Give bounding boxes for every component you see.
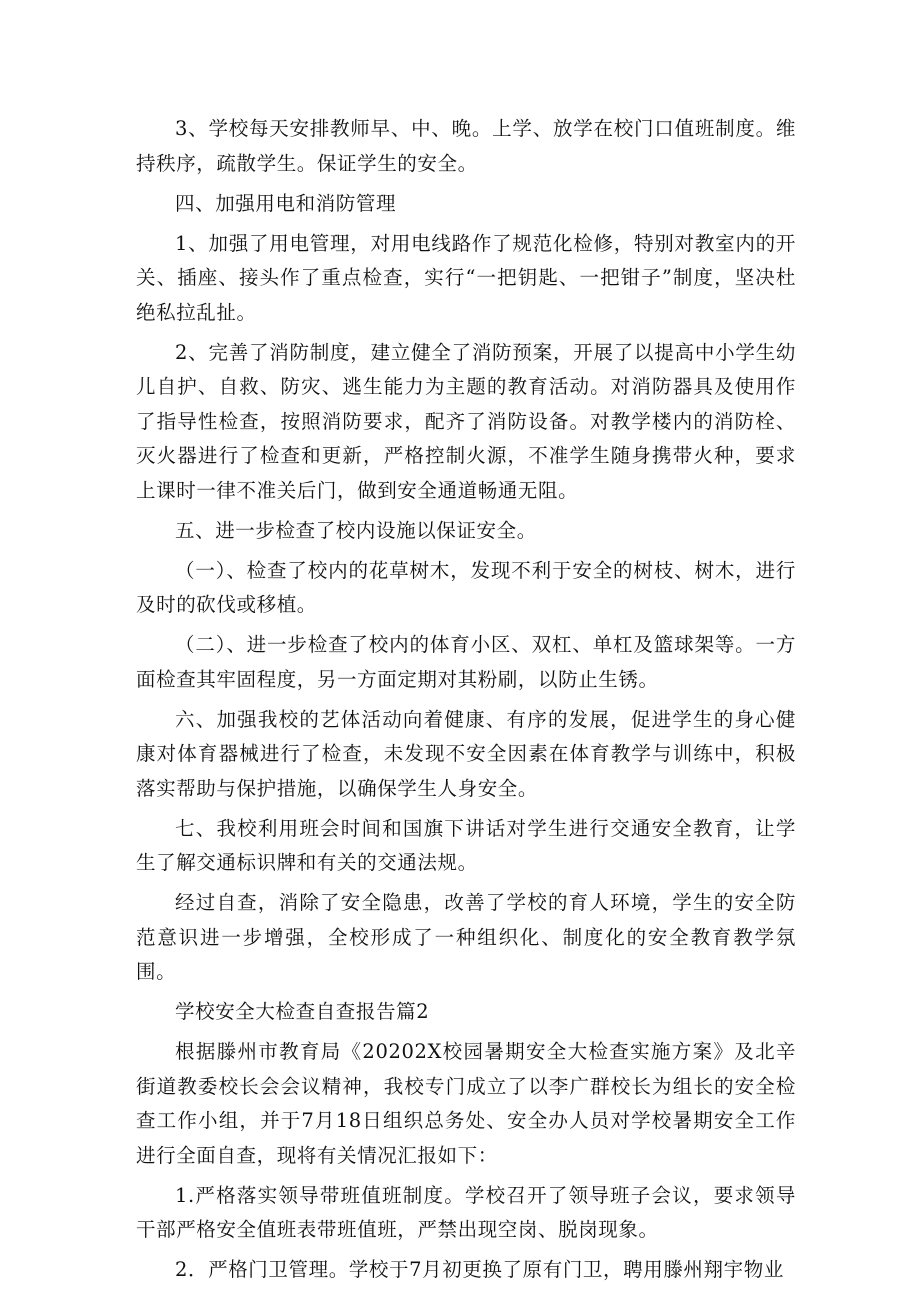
paragraph-gate-management: 2．严格门卫管理。学校于7月初更换了原有门卫，聘用滕州翔宇物业 (175, 1258, 784, 1281)
paragraph-electricity-management: 1、加强了用电管理，对用电线路作了规范化检修，特别对教室内的开关、插座、接头作了重点检查，实行“一把钥匙、一把钳子”制度，坚决杜绝私拉乱扯。 (136, 231, 796, 324)
paragraph-arts-sports: 六、加强我校的艺体活动向着健康、有序的发展，促进学生的身心健康对体育器械进行了检查，未发现不安全因素在体育教学与训练中，积极落实帮助与保护措施，以确保学生人身安全。 (136, 707, 796, 800)
paragraph-leadership-duty: 1.严格落实领导带班值班制度。学校召开了领导班子会议，要求领导干部严格安全值班表带班值班，严禁出现空岗、脱岗现象。 (136, 1183, 796, 1241)
section-heading-electricity-fire: 四、加强用电和消防管理 (175, 191, 397, 215)
document-body (136, 112, 796, 1293)
section-heading-facilities: 五、进一步检查了校内设施以保证安全。 (175, 518, 537, 542)
paragraph-traffic-education: 七、我校利用班会时间和国旗下讲话对学生进行交通安全教育，让学生了解交通标识牌和有关的交通法规。 (136, 816, 796, 874)
paragraph-summary: 经过自查，消除了安全隐患，改善了学校的育人环境，学生的安全防范意识进一步增强，全校形成了一种组织化、制度化的安全教育教学氛围。 (136, 891, 796, 983)
paragraph-sports-area: （二）、进一步检查了校内的体育小区、双杠、单杠及篮球架等。一方面检查其牢固程度，另一方面定期对其粉刷，以防止生锈。 (136, 633, 796, 691)
paragraph-item-3-duty: 3、学校每天安排教师早、中、晚。上学、放学在校门口值班制度。维持秩序，疏散学生。保证学生的安全。 (136, 117, 796, 175)
paragraph-trees: （一）、检查了校内的花草树木，发现不利于安全的树枝、树木，进行及时的砍伐或移植。 (136, 558, 796, 616)
paragraph-fire-system: 2、完善了消防制度，建立健全了消防预案，开展了以提高中小学生幼儿自护、自救、防灾、逃生能力为主题的教育活动。对消防器具及使用作了指导性检查，按照消防要求，配齐了消防设备。对教学楼内的消防栓、灭火器进行了检查和更新，严格控制火源，不准学生随身携带火种，要求上课时一律不准关后门，做到安全通道畅通无阻。 (136, 340, 796, 502)
section-title-report-2: 学校安全大检查自查报告篇2 (175, 1000, 430, 1023)
paragraph-report-intro: 根据滕州市教育局《20202X校园暑期安全大检查实施方案》及北辛街道教委校长会会议精神，我校专门成立了以李广群校长为组长的安全检查工作小组，并于7月18日组织总务处、安全办人员对学校暑期安全工作进行全面自查，现将有关情况汇报如下： (136, 1040, 796, 1167)
